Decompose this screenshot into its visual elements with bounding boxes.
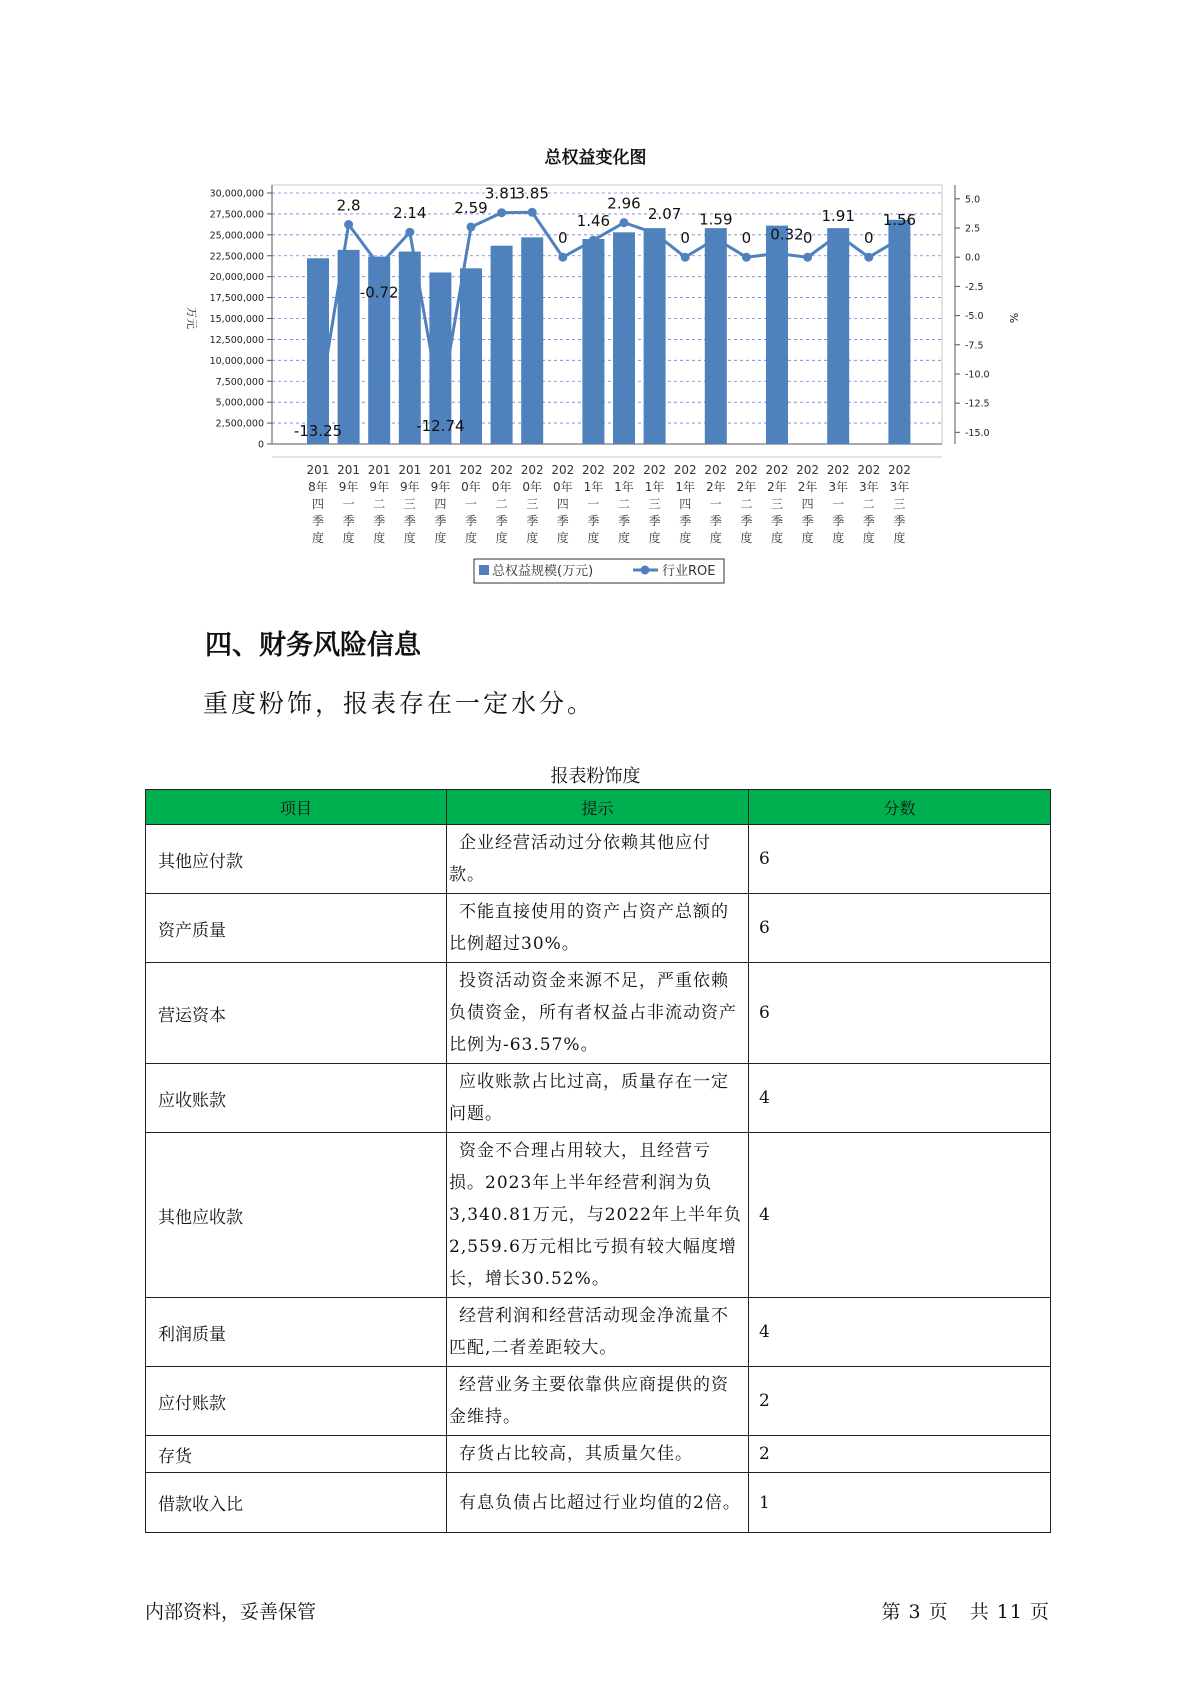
row-item: 其他应收款	[146, 1133, 447, 1298]
x-category-label: 201 9年三季度	[398, 463, 422, 545]
table-row	[146, 894, 1051, 963]
x-category-label: 202 0年四季度	[551, 463, 575, 545]
x-category-label: 202 1年三季度	[643, 463, 667, 545]
section-summary: 重度粉饰，报表存在一定水分。	[203, 689, 596, 718]
row-score: 4	[749, 1298, 1051, 1367]
x-category-label: 201 9年一季度	[337, 463, 361, 545]
risk-table	[145, 789, 1051, 1533]
row-score: 4	[749, 1064, 1051, 1133]
header-score: 分数	[749, 790, 1051, 825]
y-right-tick-label: -7.5	[965, 340, 984, 352]
y-right-axis-label: %	[1007, 312, 1020, 324]
y-left-tick-label: 10,000,000	[209, 355, 264, 367]
x-category-label: 202 3年一季度	[826, 463, 850, 545]
x-category-label: 202 2年四季度	[796, 463, 820, 545]
header-hint: 提示	[447, 790, 749, 825]
table-row	[146, 1298, 1051, 1367]
y-right-tick-label: 2.5	[965, 223, 981, 235]
roe-point	[650, 229, 659, 238]
footer-confidential: 内部资料，妥善保管	[145, 1601, 317, 1623]
row-hint: 存货占比较高，其质量欠佳。	[459, 1444, 693, 1464]
bar	[705, 228, 727, 444]
row-score: 6	[749, 963, 1051, 1064]
row-item: 存货	[146, 1436, 447, 1473]
legend-bar-swatch	[479, 565, 489, 575]
row-hint-cell	[447, 894, 749, 963]
roe-point	[436, 401, 445, 410]
y-right-tick-label: -15.0	[965, 427, 990, 439]
table-caption: 报表粉饰度	[550, 766, 641, 787]
y-left-axis-label: 万元	[185, 307, 198, 329]
roe-data-label: 2.07	[647, 205, 682, 224]
row-hint-cell	[447, 1367, 749, 1436]
y-left-tick-label: 2,500,000	[215, 418, 264, 430]
y-right-tick-label: 0.0	[965, 252, 981, 264]
row-item: 利润质量	[146, 1298, 447, 1367]
bar	[521, 237, 543, 444]
roe-point	[528, 208, 537, 217]
x-category-label: 202 3年三季度	[887, 463, 911, 545]
bar	[613, 232, 635, 444]
row-item: 应付账款	[146, 1367, 447, 1436]
row-hint-cell	[447, 1133, 749, 1298]
row-item: 资产质量	[146, 894, 447, 963]
roe-data-label: 0	[558, 229, 568, 248]
roe-point	[375, 261, 384, 270]
roe-data-label: -0.72	[359, 283, 399, 302]
roe-data-label: 2.96	[607, 194, 641, 213]
row-hint-cell	[447, 825, 749, 894]
table-row	[146, 1064, 1051, 1133]
roe-point	[497, 208, 506, 217]
y-right-tick-label: -12.5	[965, 398, 990, 410]
equity-chart	[0, 0, 1191, 600]
row-score: 2	[749, 1436, 1051, 1473]
bar	[491, 246, 513, 444]
y-right-tick-label: -10.0	[965, 369, 990, 381]
roe-point	[589, 236, 598, 245]
row-item: 借款收入比	[146, 1473, 447, 1533]
roe-point	[864, 253, 873, 262]
roe-point	[742, 253, 751, 262]
row-hint: 有息负债占比超过行业均值的2倍。	[459, 1492, 741, 1513]
x-category-label: 202 0年一季度	[459, 463, 483, 545]
table-row	[146, 1473, 1051, 1533]
roe-data-label: 0.32	[770, 225, 804, 244]
x-category-label: 201 8年四季度	[306, 463, 330, 545]
y-right-tick-label: -5.0	[965, 311, 984, 323]
y-left-tick-label: 20,000,000	[209, 272, 264, 284]
roe-point	[834, 230, 843, 239]
roe-data-label: 1.56	[882, 210, 917, 229]
bar	[644, 228, 666, 444]
row-hint: 经营业务主要依靠供应商提供的资金维持。	[449, 1375, 729, 1427]
roe-point	[558, 253, 567, 262]
row-hint: 企业经营活动过分依赖其他应付款。	[449, 833, 711, 885]
x-category-label: 202 1年四季度	[673, 463, 697, 545]
roe-point	[314, 407, 323, 416]
bar	[766, 226, 788, 444]
table-row	[146, 1436, 1051, 1473]
x-category-label: 202 0年二季度	[490, 463, 514, 545]
table-row	[146, 1367, 1051, 1436]
x-category-label: 202 0年三季度	[520, 463, 544, 545]
row-score: 6	[749, 894, 1051, 963]
row-item: 营运资本	[146, 963, 447, 1064]
roe-point	[620, 218, 629, 227]
roe-data-label: -12.74	[416, 417, 465, 435]
y-left-tick-label: 27,500,000	[209, 209, 264, 221]
roe-point	[803, 253, 812, 262]
x-category-label: 202 2年一季度	[704, 463, 728, 545]
legend-line-label: 行业ROE	[662, 564, 716, 579]
row-hint: 应收账款占比过高，质量存在一定问题。	[449, 1072, 729, 1124]
y-right-tick-label: 5.0	[965, 194, 981, 206]
roe-data-label: 0	[864, 229, 874, 248]
roe-data-label: 3.85	[515, 184, 549, 203]
row-hint: 不能直接使用的资产占资产总额的比例超过30%。	[449, 902, 729, 954]
row-hint-cell	[447, 1473, 749, 1533]
y-left-tick-label: 12,500,000	[209, 334, 264, 346]
roe-data-label: 2.14	[393, 204, 427, 223]
footer-page-number: 第 3 页 共 11 页	[881, 1601, 1050, 1623]
roe-point	[681, 253, 690, 262]
x-category-label: 202 2年二季度	[734, 463, 758, 545]
roe-data-label: 0	[741, 229, 752, 248]
roe-data-label: 0	[680, 229, 690, 248]
y-left-tick-label: 15,000,000	[209, 314, 264, 325]
table-header-row	[146, 790, 1051, 825]
row-hint-cell	[447, 1064, 749, 1133]
roe-point	[344, 220, 353, 229]
roe-data-label: 2.59	[454, 198, 488, 217]
roe-data-label: 1.46	[576, 212, 611, 231]
roe-data-label: 2.8	[336, 196, 361, 215]
section-heading: 四、财务风险信息	[205, 630, 421, 661]
row-hint: 经营利润和经营活动现金净流量不匹配,二者差距较大。	[449, 1306, 729, 1358]
roe-data-label: -13.25	[293, 422, 343, 440]
bar	[582, 239, 604, 444]
y-left-tick-label: 7,500,000	[215, 376, 264, 388]
row-score: 6	[749, 825, 1051, 894]
x-category-label: 202 1年一季度	[581, 463, 605, 545]
y-left-tick-label: 22,500,000	[209, 251, 264, 263]
y-left-tick-label: 5,000,000	[215, 397, 264, 409]
y-left-tick-label: 30,000,000	[209, 188, 264, 200]
row-hint: 投资活动资金来源不足，严重依赖负债资金，所有者权益占非流动资产比例为-63.57%。	[449, 971, 737, 1055]
y-left-tick-label: 17,500,000	[209, 293, 264, 305]
legend-bar-label: 总权益规模(万元)	[492, 564, 594, 579]
roe-data-label: 3.81	[484, 184, 519, 203]
roe-data-label: 1.91	[821, 206, 855, 225]
row-score: 1	[749, 1473, 1051, 1533]
roe-point	[773, 249, 782, 258]
roe-data-label: 1.59	[699, 210, 733, 229]
roe-point	[895, 234, 904, 243]
x-category-label: 202 1年二季度	[612, 463, 636, 545]
row-item: 应收账款	[146, 1064, 447, 1133]
bar	[827, 228, 849, 444]
x-category-label: 201 9年四季度	[428, 463, 452, 545]
bar	[888, 220, 910, 444]
x-category-label: 202 3年二季度	[857, 463, 881, 545]
roe-point	[467, 222, 476, 231]
x-category-label: 202 2年三季度	[765, 463, 789, 545]
y-right-tick-label: -2.5	[965, 281, 984, 293]
table-row	[146, 1133, 1051, 1298]
legend-line-marker	[641, 566, 650, 575]
row-hint: 资金不合理占用较大，且经营亏损。2023年上半年经营利润为负3,340.81万元，与2022年上半年负2,559.6万元相比亏损有较大幅度增长，增长30.52%。	[449, 1141, 742, 1289]
table-row	[146, 825, 1051, 894]
row-item: 其他应付款	[146, 825, 447, 894]
row-hint-cell	[447, 1436, 749, 1473]
row-hint-cell	[447, 1298, 749, 1367]
roe-data-label: 0	[802, 229, 813, 248]
chart-title: 总权益变化图	[544, 148, 647, 168]
header-item: 项目	[146, 790, 447, 825]
y-left-tick-label: 25,000,000	[209, 230, 264, 242]
x-category-label: 201 9年二季度	[367, 463, 391, 545]
row-hint-cell	[447, 963, 749, 1064]
roe-point	[711, 234, 720, 243]
table-row	[146, 963, 1051, 1064]
y-left-tick-label: 0	[257, 439, 264, 451]
roe-point	[405, 228, 414, 237]
row-score: 4	[749, 1133, 1051, 1298]
row-score: 2	[749, 1367, 1051, 1436]
